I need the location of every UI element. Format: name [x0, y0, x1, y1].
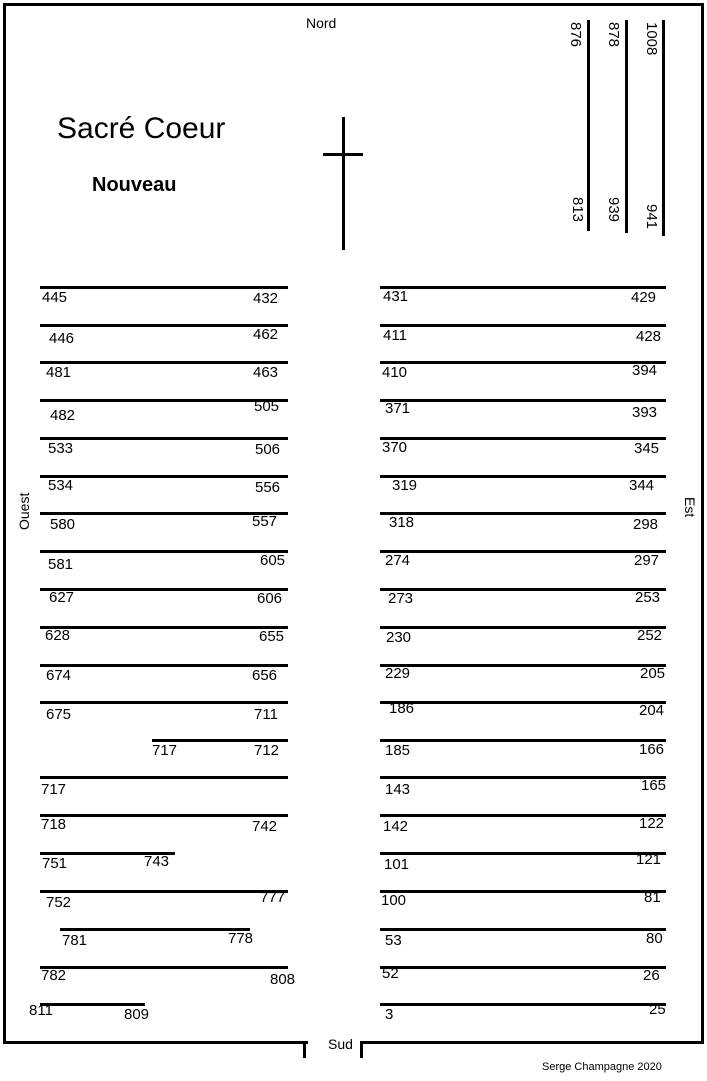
east-row-line: [380, 588, 666, 591]
west-row-line: [40, 512, 288, 515]
plot-number: 429: [631, 289, 657, 306]
plot-number: 205: [640, 665, 666, 682]
direction-west: Ouest: [16, 492, 32, 530]
page-subtitle: Nouveau: [92, 174, 177, 196]
east-row-line: [380, 701, 666, 704]
west-row-line: [40, 814, 288, 817]
plot-number: 252: [637, 627, 663, 644]
east-row-line: [380, 928, 666, 931]
plot-number: 445: [42, 289, 68, 306]
plot-number: 81: [644, 889, 661, 906]
page-title: Sacré Coeur: [57, 112, 226, 145]
west-row-line: [40, 588, 288, 591]
east-row-line: [380, 475, 666, 478]
plot-number: 319: [392, 477, 418, 494]
plot-number: 370: [382, 439, 408, 456]
west-row-line: [40, 286, 288, 289]
east-row-line: [380, 739, 666, 742]
plot-number: 344: [629, 477, 655, 494]
plot-number: 606: [257, 590, 283, 607]
plot-number: 431: [383, 288, 409, 305]
top-column-label: 878: [605, 22, 622, 48]
plot-number: 505: [254, 398, 280, 415]
plot-number: 297: [634, 552, 660, 569]
direction-north: Nord: [306, 15, 337, 31]
east-row-line: [380, 512, 666, 515]
west-row-line: [40, 550, 288, 553]
west-row-line: [40, 475, 288, 478]
plot-number: 811: [29, 1002, 53, 1019]
east-row-line: [380, 814, 666, 817]
plot-number: 656: [252, 667, 278, 684]
wall-south-east: [360, 1041, 704, 1044]
plot-number: 712: [254, 742, 280, 759]
east-row-line: [380, 437, 666, 440]
west-row-line: [40, 966, 288, 969]
direction-east: Est: [682, 497, 698, 518]
gate-post-right: [360, 1041, 363, 1058]
plot-number: 345: [634, 440, 660, 457]
plot-number: 394: [632, 362, 658, 379]
east-row-line: [380, 286, 666, 289]
plot-number: 432: [253, 290, 279, 307]
plot-number: 752: [46, 894, 72, 911]
credit-text: Serge Champagne 2020: [542, 1061, 662, 1073]
east-row-line: [380, 399, 666, 402]
plot-number: 274: [385, 552, 411, 569]
east-row-line: [380, 324, 666, 327]
plot-number: 121: [636, 851, 662, 868]
plot-number: 393: [632, 404, 658, 421]
east-row-line: [380, 966, 666, 969]
plot-number: 100: [381, 892, 407, 909]
plot-number: 782: [41, 967, 67, 984]
plot-number: 410: [382, 364, 408, 381]
west-row-line: [40, 776, 288, 779]
plot-number: 165: [641, 777, 667, 794]
west-row-line: [40, 437, 288, 440]
plot-number: 781: [62, 932, 88, 949]
east-row-line: [380, 626, 666, 629]
plot-number: 186: [389, 700, 415, 717]
top-column-label: 1008: [643, 22, 660, 56]
plot-number: 53: [385, 932, 402, 949]
west-row-line: [40, 324, 288, 327]
plot-number: 101: [384, 856, 410, 873]
wall-north: [3, 3, 704, 6]
east-row-line: [380, 550, 666, 553]
plot-number: 751: [42, 855, 68, 872]
wall-east: [701, 3, 704, 1044]
plot-number: 556: [255, 479, 281, 496]
plot-number: 674: [46, 667, 72, 684]
plot-number: 26: [643, 967, 660, 984]
plot-number: 506: [255, 441, 281, 458]
west-row-line: [40, 361, 288, 364]
plot-number: 605: [260, 552, 286, 569]
plot-number: 778: [228, 930, 254, 947]
top-column-line: [625, 20, 628, 233]
plot-number: 52: [382, 965, 399, 982]
plot-number: 446: [49, 330, 75, 347]
east-row-line: [380, 1003, 666, 1006]
plot-number: 298: [633, 516, 659, 533]
plot-number: 534: [48, 477, 74, 494]
west-row-line: [40, 701, 288, 704]
plot-number: 675: [46, 706, 72, 723]
wall-west: [3, 3, 6, 1044]
plot-number: 462: [253, 326, 279, 343]
plot-number: 122: [639, 815, 665, 832]
plot-number: 143: [385, 781, 411, 798]
plot-number: 580: [50, 516, 76, 533]
plot-number: 204: [639, 702, 665, 719]
west-row-line: [40, 399, 288, 402]
plot-number: 627: [49, 589, 75, 606]
plot-number: 717: [41, 781, 67, 798]
plot-number: 628: [45, 627, 71, 644]
plot-number: 253: [635, 589, 661, 606]
east-row-line: [380, 776, 666, 779]
east-row-line: [380, 664, 666, 667]
plot-number: 3: [385, 1006, 394, 1023]
plot-number: 273: [388, 590, 414, 607]
east-row-line: [380, 361, 666, 364]
plot-number: 371: [385, 400, 411, 417]
top-column-line: [662, 20, 665, 236]
plot-number: 482: [50, 407, 76, 424]
plot-number: 166: [639, 741, 665, 758]
top-column-line: [587, 20, 590, 231]
west-row-line: [40, 664, 288, 667]
plot-number: 533: [48, 440, 74, 457]
plot-number: 718: [41, 816, 67, 833]
plot-number: 411: [383, 327, 407, 344]
top-column-label: 939: [605, 197, 622, 223]
gate-post-left: [303, 1041, 306, 1058]
plot-number: 711: [254, 706, 278, 723]
direction-south: Sud: [328, 1036, 353, 1052]
plot-number: 230: [386, 629, 412, 646]
top-column-label: 941: [643, 204, 660, 230]
plot-number: 581: [48, 556, 74, 573]
plot-number: 481: [46, 364, 72, 381]
plot-number: 655: [259, 628, 285, 645]
plot-number: 142: [383, 818, 409, 835]
west-row-line: [60, 928, 250, 931]
plot-number: 742: [252, 818, 278, 835]
plot-number: 743: [144, 853, 170, 870]
plot-number: 80: [646, 930, 663, 947]
east-row-line: [380, 890, 666, 893]
wall-south-west: [3, 1041, 308, 1044]
plot-number: 428: [636, 328, 662, 345]
top-column-label: 813: [569, 197, 586, 223]
plot-number: 185: [385, 742, 411, 759]
west-row-line: [40, 626, 288, 629]
plot-number: 229: [385, 665, 411, 682]
west-row-line: [40, 890, 288, 893]
plot-number: 463: [253, 364, 279, 381]
east-row-line: [380, 852, 666, 855]
plot-number: 809: [124, 1006, 150, 1023]
plot-number: 557: [252, 513, 278, 530]
plot-number: 318: [389, 514, 415, 531]
top-column-label: 876: [567, 22, 584, 48]
plot-number: 717: [152, 742, 178, 759]
plot-number: 25: [649, 1001, 666, 1018]
plot-number: 808: [270, 971, 296, 988]
plot-number: 777: [260, 889, 286, 906]
